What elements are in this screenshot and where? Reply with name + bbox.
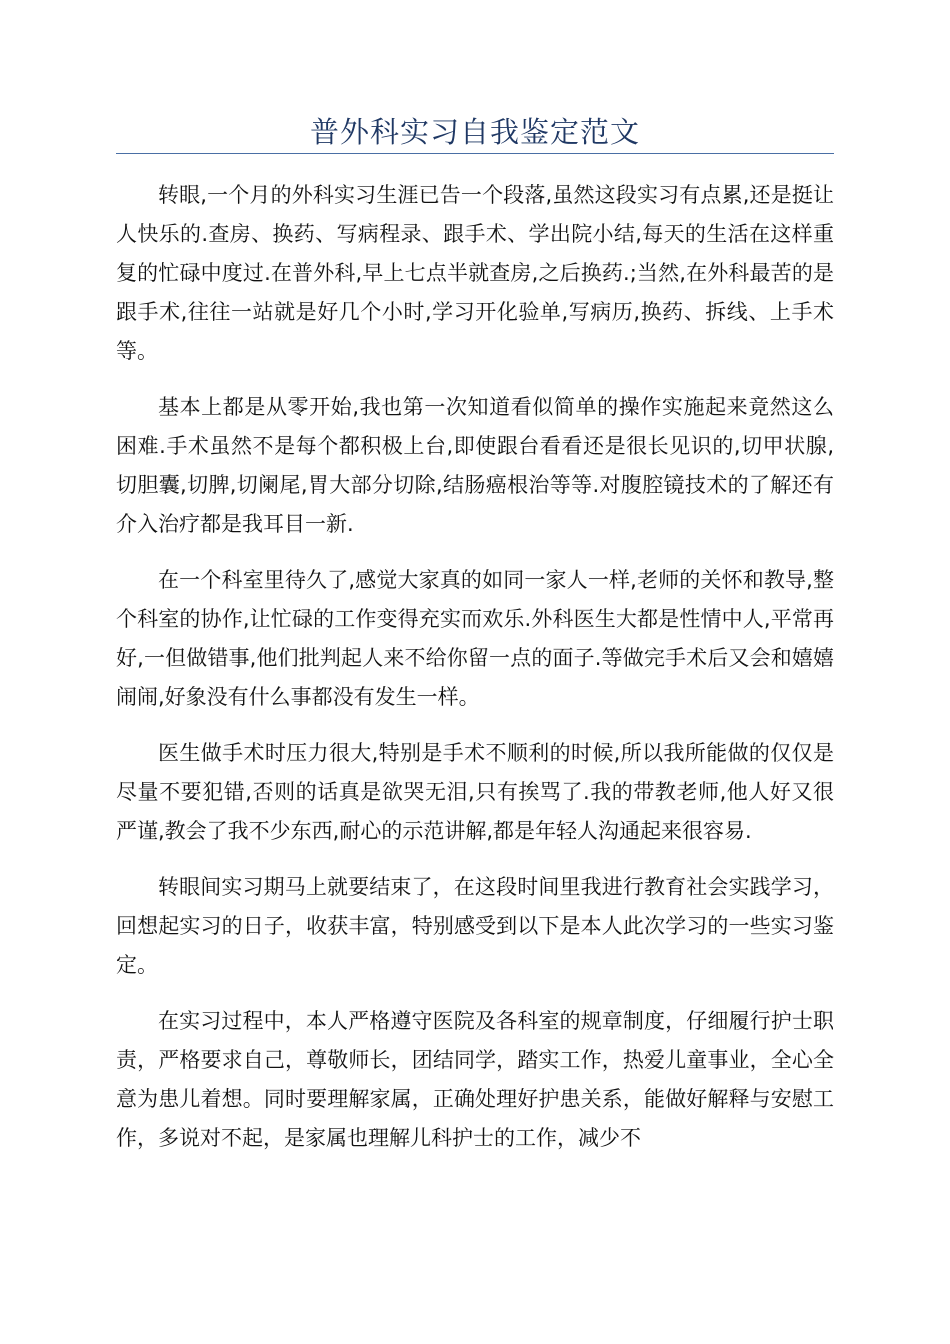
paragraph-3: 在一个科室里待久了,感觉大家真的如同一家人一样,老师的关怀和教导,整个科室的协作,让忙碌的工作变得充实而欢乐.外科医生大都是性情中人,平常再好,一但做错事,他们批判起人来不给你留一点的面子.等做完手术后又会和嬉嬉闹闹,好象没有什么事都没有发生一样。 [116, 568, 834, 709]
document-body [116, 176, 834, 1175]
paragraph-5: 转眼间实习期马上就要结束了，在这段时间里我进行教育社会实践学习，回想起实习的日子，收获丰富，特别感受到以下是本人此次学习的一些实习鉴定。 [116, 875, 834, 977]
title-underline [116, 153, 834, 154]
paragraph-1: 转眼,一个月的外科实习生涯已告一个段落,虽然这段实习有点累,还是挺让人快乐的.查房、换药、写病程录、跟手术、学出院小结,每天的生活在这样重复的忙碌中度过.在普外科,早上七点半就查房,之后换药.;当然,在外科最苦的是跟手术,往往一站就是好几个小时,学习开化验单,写病历,换药、拆线、上手术等。 [116, 183, 834, 363]
document-title: 普外科实习自我鉴定范文 [309, 115, 640, 149]
paragraph-4: 医生做手术时压力很大,特别是手术不顺利的时候,所以我所能做的仅仅是尽量不要犯错,否则的话真是欲哭无泪,只有挨骂了.我的带教老师,他人好又很严谨,教会了我不少东西,耐心的示范讲解,都是年轻人沟通起来很容易. [116, 741, 834, 843]
paragraph-2: 基本上都是从零开始,我也第一次知道看似简单的操作实施起来竟然这么困难.手术虽然不是每个都积极上台,即使跟台看看还是很长见识的,切甲状腺,切胆囊,切脾,切阑尾,胃大部分切除,结肠癌根治等等.对腹腔镜技术的了解还有介入治疗都是我耳目一新. [116, 395, 834, 536]
paragraph-6: 在实习过程中，本人严格遵守医院及各科室的规章制度，仔细履行护士职责，严格要求自己，尊敬师长，团结同学，踏实工作，热爱儿童事业，全心全意为患儿着想。同时要理解家属，正确处理好护患关系，能做好解释与安慰工作，多说对不起，是家属也理解儿科护士的工作，减少不 [116, 1009, 834, 1150]
